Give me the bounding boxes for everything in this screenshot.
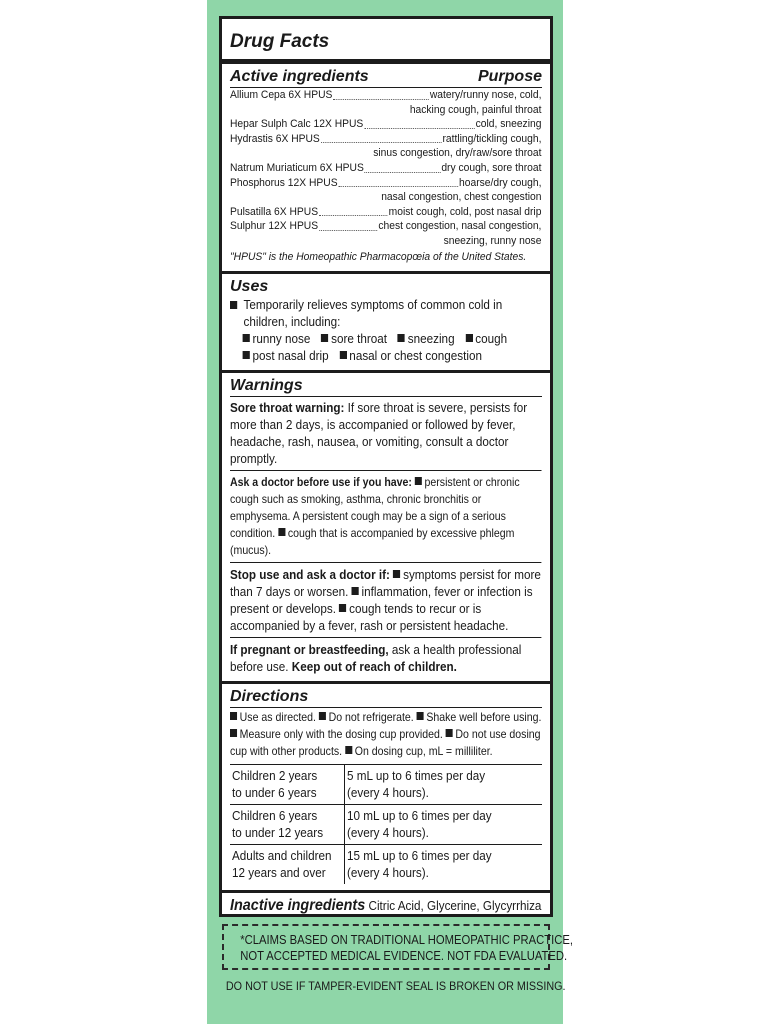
uses-items: [230, 330, 542, 364]
hpus-note: "HPUS" is the Homeopathic Pharmacopœia of the United States.: [230, 250, 527, 263]
ingredient-row: [230, 219, 541, 234]
sore-throat-label: Sore throat warning:: [230, 399, 345, 415]
seal-warning-text: DO NOT USE IF TAMPER-EVIDENT SEAL IS BROKEN OR MISSING.: [225, 979, 566, 993]
ingredient-row: [230, 117, 541, 132]
leader-dots: [319, 219, 377, 231]
direction-item: On dosing cup, mL = milliliter.: [345, 744, 493, 758]
warnings-section: [222, 370, 550, 681]
ingredient-purpose: cold, sneezing: [475, 118, 542, 131]
dosage-age-cell: Children 2 years to under 6 years: [230, 764, 344, 804]
drug-facts-title-section: [222, 19, 550, 64]
active-ingredients-header: [230, 68, 542, 86]
leader-dots: [364, 117, 474, 129]
ask-doctor-item-2: cough that is accompanied by excessive phlegm (mucus).: [230, 525, 515, 557]
active-ingredients-heading: Active ingredients: [230, 68, 369, 85]
ingredient-purpose: dry cough, sore throat: [441, 161, 542, 174]
uses-heading: Uses: [230, 277, 269, 295]
dosage-row: [230, 844, 542, 884]
ask-doctor-label: Ask a doctor before use if you have:: [230, 474, 412, 489]
uses-item: nasal or chest congestion: [339, 347, 482, 364]
claims-line-1: *CLAIMS BASED ON TRADITIONAL HOMEOPATHIC PRACTICE,: [240, 933, 573, 947]
ingredient-name: Sulphur 12X HPUS: [230, 220, 319, 233]
ingredient-row: [230, 161, 541, 176]
ask-doctor-text-2: A persistent cough may be a sign of a serious condition.: [230, 508, 506, 540]
uses-section: [222, 271, 550, 370]
dosage-amount-cell: 5 mL up to 6 times per day (every 4 hours).: [344, 764, 542, 804]
seal-warning: [207, 978, 566, 994]
dosage-amount-cell: 10 mL up to 6 times per day (every 4 hours).: [344, 804, 542, 844]
uses-item: runny nose: [243, 330, 311, 347]
ingredient-purpose-cont: nasal congestion, chest congestion: [381, 191, 542, 204]
ingredient-name: Hydrastis 6X HPUS: [230, 132, 320, 145]
ingredient-purpose: moist cough, cold, post nasal drip: [388, 205, 542, 218]
ingredient-name: Hepar Sulph Calc 12X HPUS: [230, 118, 364, 131]
ingredient-purpose-cont: hacking cough, painful throat: [409, 103, 542, 116]
ingredient-purpose-cont: sneezing, runny nose: [443, 234, 542, 247]
ingredient-purpose-cont: sinus congestion, dry/raw/sore throat: [373, 147, 542, 160]
direction-item: Measure only with the dosing cup provided.: [230, 727, 446, 741]
ingredient-purpose: hoarse/dry cough,: [459, 176, 542, 189]
leader-dots: [338, 176, 458, 188]
uses-item: sore throat: [321, 330, 387, 347]
leader-dots: [333, 88, 429, 100]
uses-body: [230, 296, 542, 364]
ingredient-row: [230, 88, 541, 103]
dosage-age-cell: Children 6 years to under 12 years: [230, 804, 344, 844]
uses-item: cough: [465, 330, 507, 347]
leader-dots: [321, 132, 442, 144]
direction-item: Do not use dosing cup with other products.: [230, 726, 541, 758]
dosage-row: [230, 804, 542, 844]
keep-out-of-reach: Keep out of reach of children.: [291, 658, 457, 674]
ingredient-purpose: chest congestion, nasal congestion,: [378, 220, 542, 233]
claims-line-2: NOT ACCEPTED MEDICAL EVIDENCE. NOT FDA EVALUATED.: [240, 949, 568, 963]
uses-item: post nasal drip: [243, 347, 329, 364]
leader-dots: [319, 205, 388, 217]
pregnancy-warning: [230, 637, 542, 675]
inactive-ingredients-text: Citric Acid, Glycerine, Glycyrrhiza: [368, 897, 542, 913]
dosage-table: [230, 764, 542, 884]
ingredient-row: [230, 132, 541, 147]
directions-section: [222, 681, 550, 890]
ingredient-name: Phosphorus 12X HPUS: [230, 176, 338, 189]
sore-throat-warning: [230, 399, 542, 467]
sore-throat-text: If sore throat is severe, persists for more than 2 days, is accompanied or followed by fever, headache, rash, nausea, or vomiting, consult a doctor promptly.: [230, 399, 528, 466]
ask-doctor-warning: [230, 470, 542, 559]
warnings-heading: Warnings: [230, 376, 303, 394]
stop-use-item-2: inflammation, fever or infection is present or develops.: [230, 583, 533, 616]
drug-facts-title: Drug Facts: [230, 31, 330, 52]
claims-disclaimer: [222, 924, 573, 970]
uses-item: sneezing: [398, 330, 455, 347]
ingredient-name: Natrum Muriaticum 6X HPUS: [230, 161, 364, 174]
leader-dots: [365, 161, 441, 173]
direction-item: Do not refrigerate.: [319, 710, 417, 724]
pregnancy-label: If pregnant or breastfeeding,: [230, 641, 389, 657]
ingredient-purpose: rattling/tickling cough,: [442, 132, 542, 145]
directions-items: [230, 709, 542, 760]
pregnancy-text: ask a health professional before use.: [230, 641, 522, 674]
stop-use-item-1: symptoms persist for more than 7 days or worsen.: [230, 566, 541, 599]
ingredient-name: Pulsatilla 6X HPUS: [230, 205, 319, 218]
drug-facts-box: [219, 16, 553, 917]
ingredient-name: Allium Cepa 6X HPUS: [230, 89, 333, 101]
active-ingredients-section: [222, 64, 550, 271]
ingredient-purpose: watery/runny nose, cold,: [429, 89, 542, 101]
dosage-amount-cell: 15 mL up to 6 times per day (every 4 hours).: [344, 844, 542, 884]
ask-doctor-item-1: persistent or chronic cough such as smoking, asthma, chronic bronchitis or emphysema.: [230, 474, 520, 523]
purpose-heading: Purpose: [477, 68, 542, 85]
dosage-age-cell: Adults and children 12 years and over: [230, 844, 344, 884]
direction-item: Use as directed.: [230, 710, 319, 724]
uses-intro: Temporarily relieves symptoms of common cold in children, including:: [243, 296, 503, 329]
dosage-row: [230, 764, 542, 804]
ingredient-list: [230, 88, 541, 249]
inactive-ingredients-section: [222, 890, 550, 917]
direction-item: Shake well before using.: [417, 710, 542, 724]
stop-use-label: Stop use and ask a doctor if:: [230, 566, 390, 582]
stop-use-warning: [230, 562, 542, 634]
ingredient-row: [230, 205, 541, 220]
stop-use-item-3: cough tends to recur or is accompanied by a fever, rash or persistent headache.: [230, 600, 509, 633]
ingredient-row: [230, 176, 541, 191]
directions-heading: Directions: [230, 687, 309, 705]
inactive-ingredients-heading: Inactive ingredients: [230, 896, 366, 914]
